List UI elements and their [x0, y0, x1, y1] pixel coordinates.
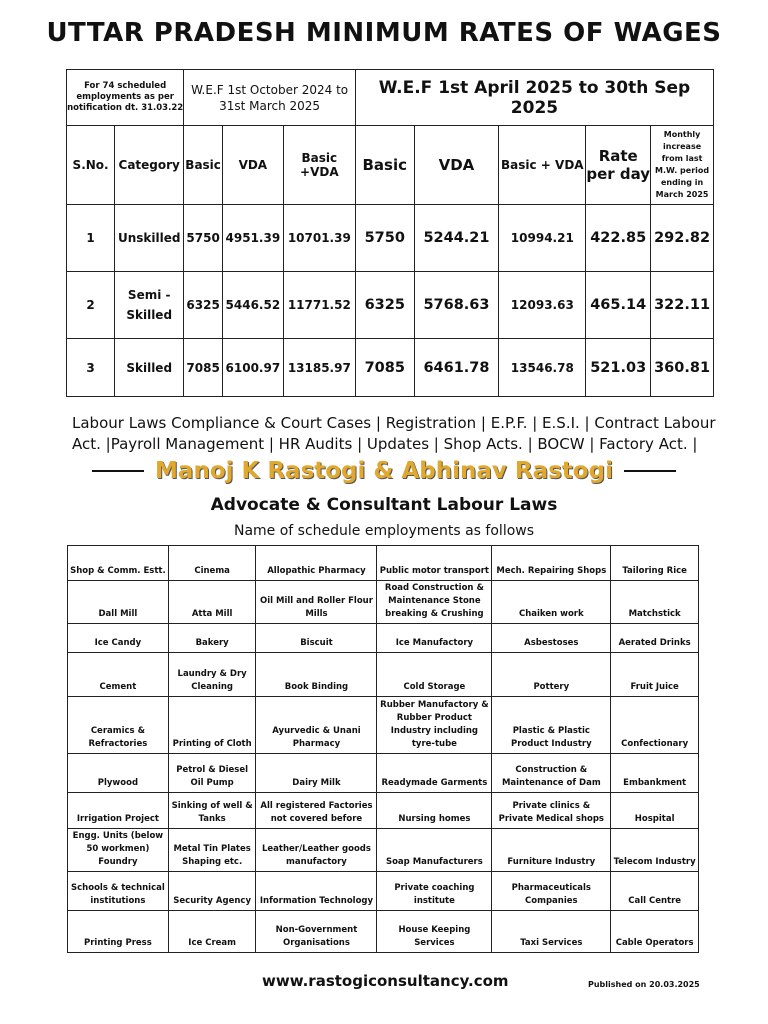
employment-item: Leather/Leather goods manufactory: [256, 829, 377, 872]
employment-item: Call Centre: [611, 872, 699, 911]
published-date: Published on 20.03.2025: [588, 980, 700, 989]
employment-item: House Keeping Services: [377, 911, 492, 953]
employment-item: Aerated Drinks: [611, 624, 699, 653]
employment-item: Cable Operators: [611, 911, 699, 953]
employment-row: [68, 697, 699, 754]
wage-rates-table: [66, 69, 714, 397]
employment-item: Road Construction & Maintenance Stone breaking & Crushing: [377, 581, 492, 624]
wage-cell-basic1: 5750: [184, 205, 223, 272]
employment-item: Oil Mill and Roller Flour Mills: [256, 581, 377, 624]
wage-cell-sno: 3: [67, 339, 115, 397]
employment-item: Atta Mill: [168, 581, 256, 624]
wage-cell-increase: 322.11: [651, 272, 714, 339]
employment-item: Readymade Garments: [377, 754, 492, 793]
employment-item: Security Agency: [168, 872, 256, 911]
col-vda-2024: VDA: [222, 126, 283, 205]
employment-item: Shop & Comm. Estt.: [68, 546, 169, 581]
employment-item: Printing of Cloth: [168, 697, 256, 754]
wage-cell-rate: 465.14: [586, 272, 651, 339]
services-line: Labour Laws Compliance & Court Cases | Registration | E.P.F. | E.S.I. | Contract Labour Act. |Payroll Management | HR Audits | Updates | Shop Acts. | BOCW | Factory Act. |: [72, 414, 716, 453]
employment-item: Non-Government Organisations: [256, 911, 377, 953]
employment-item: Ice Cream: [168, 911, 256, 953]
employment-item: Information Technology: [256, 872, 377, 911]
employment-item: Mech. Repairing Shops: [492, 546, 611, 581]
employment-item: Dairy Milk: [256, 754, 377, 793]
col-basic-2024: Basic: [184, 126, 223, 205]
period-2025-header: W.E.F 1st April 2025 to 30th Sep 2025: [355, 70, 713, 126]
consultant-names: Manoj K Rastogi & Abhinav Rastogi: [155, 458, 613, 484]
employment-item: Public motor transport: [377, 546, 492, 581]
employment-row: [68, 793, 699, 829]
employment-row: [68, 829, 699, 872]
employment-item: Fruit Juice: [611, 653, 699, 697]
wage-cell-increase: 360.81: [651, 339, 714, 397]
wage-cell-rate: 422.85: [586, 205, 651, 272]
wage-cell-basic1: 6325: [184, 272, 223, 339]
col-basic-vda-2024: Basic +VDA: [283, 126, 355, 205]
wage-cell-sno: 1: [67, 205, 115, 272]
wage-cell-rate: 521.03: [586, 339, 651, 397]
col-basic-2025: Basic: [355, 126, 414, 205]
employment-item: Printing Press: [68, 911, 169, 953]
employment-item: Hospital: [611, 793, 699, 829]
employment-item: Irrigation Project: [68, 793, 169, 829]
employment-item: Pottery: [492, 653, 611, 697]
employment-item: Cinema: [168, 546, 256, 581]
employments-table: [67, 545, 699, 953]
wage-cell-vda1: 6100.97: [222, 339, 283, 397]
wage-cell-vda2: 6461.78: [414, 339, 499, 397]
employment-row: [68, 581, 699, 624]
wage-cell-basic2: 7085: [355, 339, 414, 397]
employment-item: Furniture Industry: [492, 829, 611, 872]
wage-cell-category: Skilled: [115, 339, 184, 397]
wage-row: [67, 205, 714, 272]
col-sno: S.No.: [67, 126, 115, 205]
wage-cell-sno: 2: [67, 272, 115, 339]
wage-cell-vda2: 5768.63: [414, 272, 499, 339]
wage-cell-total2: 10994.21: [499, 205, 586, 272]
wage-cell-category: Unskilled: [115, 205, 184, 272]
col-monthly-increase: Monthly increase from last M.W. period ending in March 2025: [651, 126, 714, 205]
notification-note: For 74 scheduled employments as per notification dt. 31.03.22: [67, 70, 184, 126]
employment-item: Bakery: [168, 624, 256, 653]
wage-cell-basic2: 6325: [355, 272, 414, 339]
page-title: UTTAR PRADESH MINIMUM RATES OF WAGES: [46, 18, 722, 48]
employment-item: Ceramics & Refractories: [68, 697, 169, 754]
employment-item: All registered Factories not covered before: [256, 793, 377, 829]
wage-cell-basic1: 7085: [184, 339, 223, 397]
wage-cell-total2: 13546.78: [499, 339, 586, 397]
employment-item: Dall Mill: [68, 581, 169, 624]
wage-row: [67, 339, 714, 397]
employment-item: Confectionary: [611, 697, 699, 754]
employment-row: [68, 546, 699, 581]
employment-item: Ayurvedic & Unani Pharmacy: [256, 697, 377, 754]
col-basic-vda-2025: Basic + VDA: [499, 126, 586, 205]
employment-row: [68, 624, 699, 653]
employment-item: Private coaching institute: [377, 872, 492, 911]
employment-item: Book Binding: [256, 653, 377, 697]
employment-item: Sinking of well & Tanks: [168, 793, 256, 829]
employment-row: [68, 754, 699, 793]
employment-item: Plywood: [68, 754, 169, 793]
employment-item: Matchstick: [611, 581, 699, 624]
employment-item: Construction & Maintenance of Dam: [492, 754, 611, 793]
employment-item: Ice Manufactory: [377, 624, 492, 653]
wage-cell-total1: 11771.52: [283, 272, 355, 339]
employment-item: Rubber Manufactory & Rubber Product Industry including tyre-tube: [377, 697, 492, 754]
employment-item: Taxi Services: [492, 911, 611, 953]
period-2024-header: W.E.F 1st October 2024 to 31st March 2025: [184, 70, 356, 126]
employment-item: Engg. Units (below 50 workmen) Foundry: [68, 829, 169, 872]
employment-item: Laundry & Dry Cleaning: [168, 653, 256, 697]
list-heading: Name of schedule employments as follows: [233, 523, 535, 539]
left-divider: [92, 470, 144, 472]
employment-item: Chaiken work: [492, 581, 611, 624]
employment-item: Schools & technical institutions: [68, 872, 169, 911]
wage-cell-increase: 292.82: [651, 205, 714, 272]
wage-cell-vda2: 5244.21: [414, 205, 499, 272]
employment-item: Cold Storage: [377, 653, 492, 697]
employment-item: Biscuit: [256, 624, 377, 653]
employment-item: Plastic & Plastic Product Industry: [492, 697, 611, 754]
employment-item: Metal Tin Plates Shaping etc.: [168, 829, 256, 872]
wage-cell-total2: 12093.63: [499, 272, 586, 339]
employment-row: [68, 872, 699, 911]
wage-cell-vda1: 4951.39: [222, 205, 283, 272]
employment-item: Pharmaceuticals Companies: [492, 872, 611, 911]
employment-item: Nursing homes: [377, 793, 492, 829]
employment-item: Embankment: [611, 754, 699, 793]
employment-row: [68, 653, 699, 697]
right-divider: [624, 470, 676, 472]
col-rate-per-day: Rate per day: [586, 126, 651, 205]
employment-item: Cement: [68, 653, 169, 697]
wage-cell-total1: 10701.39: [283, 205, 355, 272]
wage-cell-vda1: 5446.52: [222, 272, 283, 339]
employment-item: Asbestoses: [492, 624, 611, 653]
wage-cell-category: Semi - Skilled: [115, 272, 184, 339]
wage-row: [67, 272, 714, 339]
employment-item: Private clinics & Private Medical shops: [492, 793, 611, 829]
col-category: Category: [115, 126, 184, 205]
employment-item: Telecom Industry: [611, 829, 699, 872]
employment-row: [68, 911, 699, 953]
employment-item: Tailoring Rice: [611, 546, 699, 581]
designation: Advocate & Consultant Labour Laws: [210, 495, 558, 515]
website-link[interactable]: www.rastogiconsultancy.com: [262, 972, 509, 990]
employment-item: Petrol & Diesel Oil Pump: [168, 754, 256, 793]
col-vda-2025: VDA: [414, 126, 499, 205]
employment-item: Soap Manufacturers: [377, 829, 492, 872]
wage-cell-total1: 13185.97: [283, 339, 355, 397]
employment-item: Allopathic Pharmacy: [256, 546, 377, 581]
wage-cell-basic2: 5750: [355, 205, 414, 272]
employment-item: Ice Candy: [68, 624, 169, 653]
consultant-names-line: [0, 458, 768, 484]
